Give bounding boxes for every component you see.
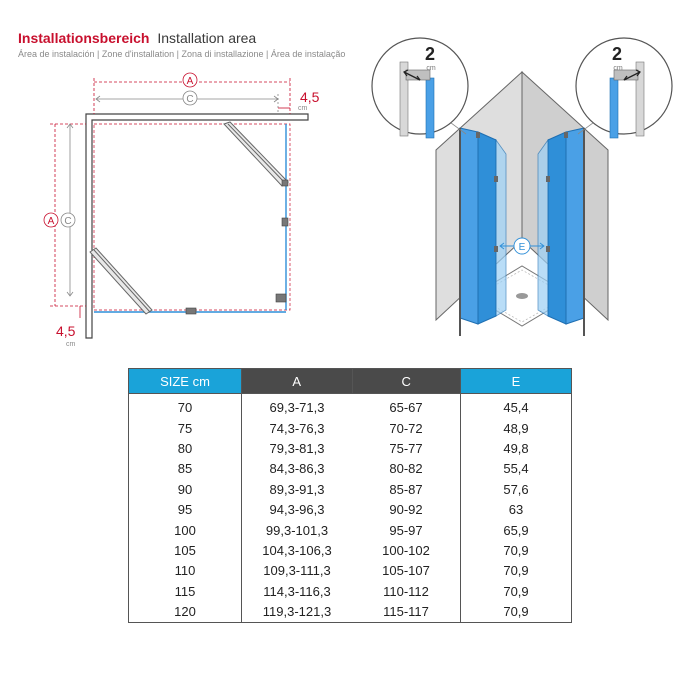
size-cell: 90 (129, 480, 242, 500)
gap-value-top: 4,5 (300, 89, 320, 105)
c-cell: 100-102 (352, 541, 461, 561)
a-cell: 79,3-81,3 (269, 440, 325, 456)
glass-panel-right-door (538, 140, 548, 316)
title-german: Installationsbereich (18, 30, 150, 46)
detail-left (372, 38, 468, 138)
detail-right-unit: cm (613, 65, 623, 72)
size-cell: 95 (129, 500, 242, 520)
table-row (129, 480, 572, 500)
a-cell: 84,3-86,3 (269, 461, 325, 477)
size-table (128, 368, 572, 623)
e-cell: 70,9 (461, 602, 572, 623)
c-cell: 75-77 (352, 439, 461, 459)
e-cell: 45,4 (461, 394, 572, 419)
c-cell: 110-112 (352, 582, 461, 602)
c-cell: 105-107 (352, 561, 461, 581)
title-english: Installation area (157, 30, 257, 46)
a-cell: 89,3-91,3 (269, 481, 325, 497)
a-cell: 69,3-71,3 (269, 400, 325, 416)
a-cell: 109,3-111,3 (263, 563, 331, 579)
size-cell: 85 (129, 459, 242, 479)
perspective-view (436, 72, 608, 336)
table-row (129, 520, 572, 540)
detail-right-value: 2 (611, 44, 623, 64)
size-cell: 75 (129, 418, 242, 438)
label-c-left: C (64, 216, 72, 227)
c-cell: 65-67 (352, 394, 461, 419)
header-e: E (461, 369, 572, 394)
c-cell: 70-72 (352, 418, 461, 438)
e-cell: 65,9 (461, 520, 572, 540)
table-row (129, 394, 572, 419)
a-cell: 119,3-121,3 (242, 602, 353, 623)
gap-unit-top: cm (298, 105, 308, 112)
a-cell: 94,3-96,3 (269, 502, 325, 518)
detail-left-unit: cm (426, 65, 436, 72)
subtitle-languages: Área de instalación | Zone d'installation | Zona di installazione | Área de instalação (18, 49, 346, 59)
c-cell: 95-97 (352, 520, 461, 540)
table-row (129, 439, 572, 459)
a-cell: 74,3-76,3 (269, 420, 325, 436)
e-cell: 57,6 (461, 480, 572, 500)
label-a-top: A (186, 76, 194, 87)
gap-unit-bottom: cm (66, 341, 76, 348)
size-cell: 110 (129, 561, 242, 581)
size-cell: 105 (129, 541, 242, 561)
gap-value-bottom: 4,5 (56, 323, 76, 339)
a-cell: 104,3-106,3 (262, 542, 332, 558)
plan-hinges (186, 180, 288, 314)
size-cell: 100 (129, 520, 242, 540)
size-table-header-row (129, 369, 572, 394)
c-cell: 90-92 (352, 500, 461, 520)
table-row (129, 541, 572, 561)
header-a: A (242, 369, 353, 394)
size-table-body (129, 394, 572, 623)
glass-panel-left-door (496, 140, 506, 316)
label-c-top: C (186, 94, 194, 105)
c-cell: 115-117 (352, 602, 461, 623)
table-row (129, 418, 572, 438)
plan-view (44, 73, 320, 348)
dimension-c-left (67, 124, 73, 296)
header-size: SIZE cm (129, 369, 242, 394)
size-cell: 80 (129, 439, 242, 459)
e-cell: 70,9 (461, 541, 572, 561)
label-a-left: A (47, 216, 55, 227)
detail-left-value: 2 (424, 44, 436, 64)
label-e: E (518, 242, 526, 253)
plan-wall (86, 114, 308, 338)
e-cell: 63 (461, 500, 572, 520)
detail-right (576, 38, 672, 138)
table-row (129, 582, 572, 602)
e-cell: 48,9 (461, 418, 572, 438)
a-cell: 114,3-116,3 (263, 583, 331, 599)
c-cell: 80-82 (352, 459, 461, 479)
table-row (129, 500, 572, 520)
header-c: C (352, 369, 461, 394)
e-cell: 70,9 (461, 561, 572, 581)
glass-panel-left-b (478, 132, 496, 324)
table-row (129, 459, 572, 479)
glass-panel-left-a (460, 128, 478, 324)
table-row (129, 602, 572, 623)
e-cell: 55,4 (461, 459, 572, 479)
plan-door-swings (90, 122, 288, 314)
glass-panel-right-b (548, 132, 566, 324)
size-cell: 115 (129, 582, 242, 602)
e-cell: 49,8 (461, 439, 572, 459)
glass-panel-right-a (566, 128, 584, 324)
size-cell: 70 (129, 394, 242, 419)
e-cell: 70,9 (461, 582, 572, 602)
size-cell: 120 (129, 602, 242, 623)
a-cell: 99,3-101,3 (265, 522, 329, 538)
c-cell: 85-87 (352, 480, 461, 500)
table-row (129, 561, 572, 581)
